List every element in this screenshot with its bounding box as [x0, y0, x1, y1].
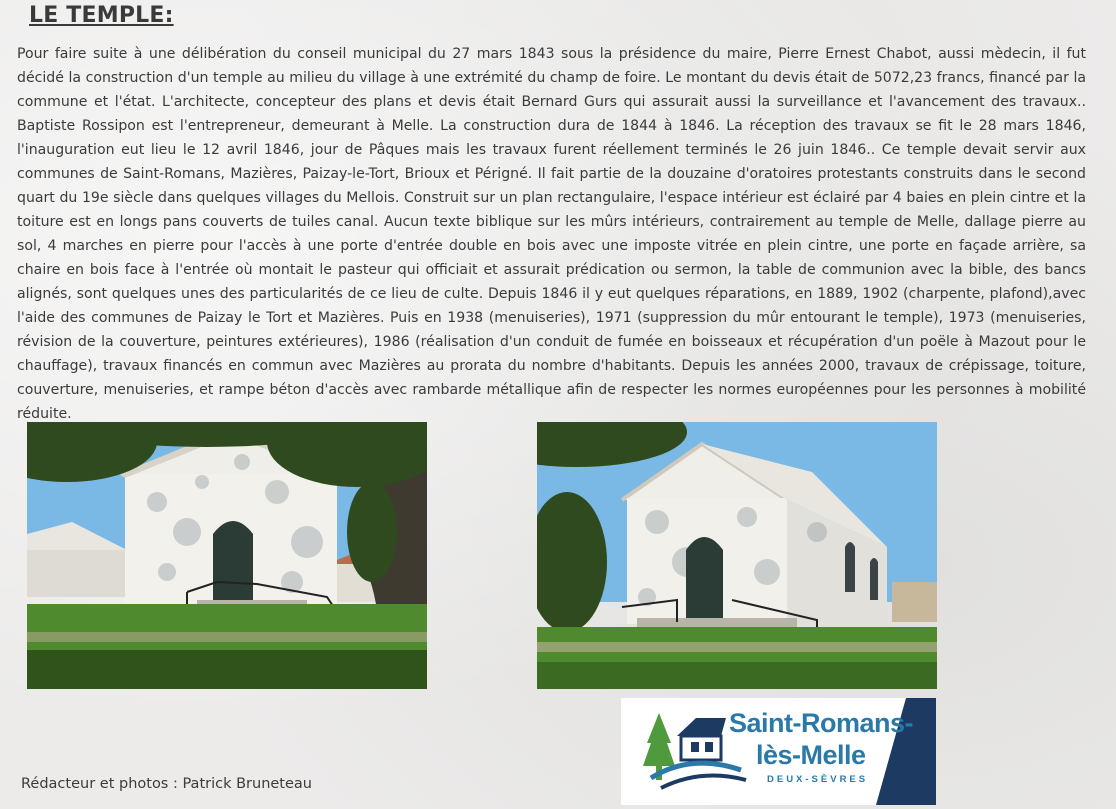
temple-photo-front [27, 422, 427, 689]
logo-title-line2: lès-Melle [756, 740, 866, 770]
article-text: Pour faire suite à une délibération du conseil municipal du 27 mars 1843 sous la présidence du maire, Pierre Ernest Chabot, aussi mèdecin, il fut décidé la construction d'un temple au milieu du village à une extrémité du champ de foire. Le montant du devis était de 5072,23 francs, financé par la commune et l'état. L'architecte, concepteur des plans et devis était Bernard Gurs qui assurait aussi la surveillance et l'avancement des travaux.. Baptiste Rossipon est l'entrepreneur, demeurant à Melle. La construction dura de 1844 à 1846. La réception des travaux se fit le 28 mars 1846, l'inauguration eut lieu le 12 avril 1846, jour de Pâques mais les travaux furent réellement terminés le 26 juin 1846.. Ce temple devait servir aux communes de Saint-Romans, Mazières, Paizay-le-Tort, Brioux et Périgné. Il fait partie de la douzaine d'oratoires protestants construits dans le second quart du 19e siècle dans quelques villages du Mellois. Construit sur un plan rectangulaire, l'espace intérieur est éclairé par 4 baies en plein cintre et la toiture est en longs pans couverts de tuiles canal. Aucun texte biblique sur les mûrs intérieurs, contrairement au temple de Melle, dallage pierre au sol, 4 marches en pierre pour l'accès à une porte d'entrée double en bois avec une imposte vitrée en plein cintre, une porte en façade arrière, sa chaire en bois face à l'entrée où montait le pasteur qui officiait et assurait prédication ou sermon, la table de communion avec la bible, des bancs alignés, sont quelques unes des particularités de ce lieu de culte. Depuis 1846 il y eut quelques réparations, en 1889, 1902 (charpente, plafond),avec l'aide des communes de Paizay le Tort et Mazières. Puis en 1938 (menuiseries), 1971 (suppression du mûr entourant le temple), 1973 (menuiseries, révision de la couverture, peintures extérieures), 1986 (réalisation d'un conduit de fumée en boisseaux et récupération d'un poële à Mazout pour le chauffage), travaux financés en commun avec Mazières au prorata du nombre d'habitants. Depuis les années 2000, travaux de crépissage, toiture, couverture, menuiseries, et rampe béton d'accès avec rambarde métallique afin de respecter les normes européennes pour les personnes à mobilité réduite. [17, 46, 1086, 422]
logo-subtitle: DEUX-SÈVRES [767, 774, 869, 785]
temple-photo-side [537, 422, 937, 689]
page-title: LE TEMPLE: [29, 3, 174, 28]
logo-title-line1: Saint-Romans- [729, 708, 914, 738]
town-logo [621, 698, 936, 805]
author-credit: Rédacteur et photos : Patrick Bruneteau [21, 776, 312, 792]
